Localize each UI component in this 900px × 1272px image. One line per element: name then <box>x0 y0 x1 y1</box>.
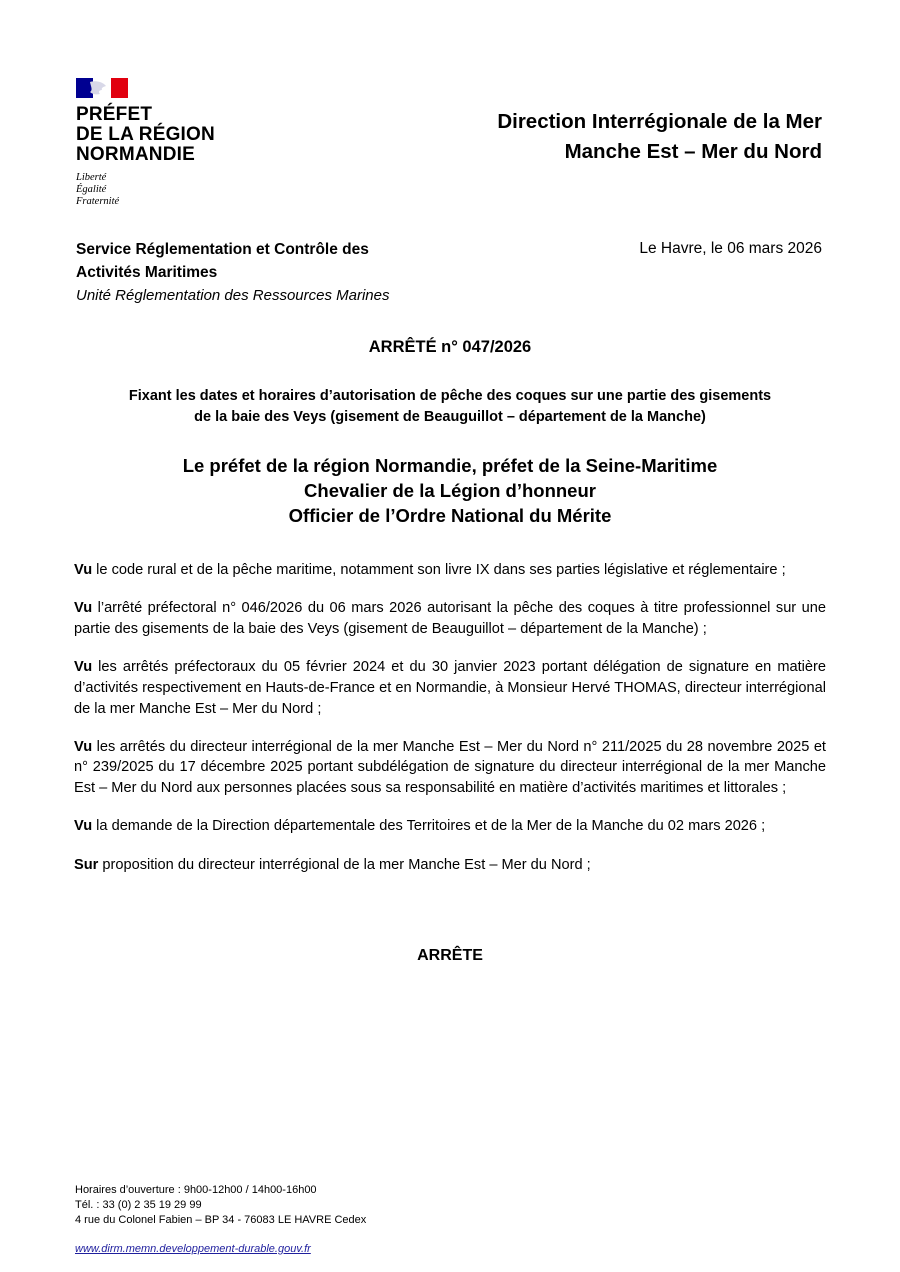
arrete-subtitle <box>0 386 900 428</box>
footer-phone: Tél. : 33 (0) 2 35 19 29 99 <box>75 1199 202 1211</box>
consideration-text: proposition du directeur interrégional de la mer Manche Est – Mer du Nord ; <box>98 856 591 873</box>
arrete-heading: ARRÊTE <box>417 947 483 964</box>
direction-line: Direction Interrégionale de la Mer <box>497 110 822 133</box>
service-block <box>76 238 389 307</box>
footer-address: 4 rue du Colonel Fabien – BP 34 - 76083 LE HAVRE Cedex <box>75 1214 367 1226</box>
marianne-flag-logo <box>76 78 128 98</box>
prefet-titles <box>0 453 900 528</box>
service-name-line: Service Réglementation et Contrôle des <box>76 241 369 258</box>
consideration-paragraph <box>74 855 826 876</box>
consideration-paragraph <box>74 560 826 581</box>
document-date: Le Havre, le 06 mars 2026 <box>639 240 822 257</box>
arrete-number: ARRÊTÉ n° 047/2026 <box>368 338 532 356</box>
consideration-paragraph <box>74 657 826 719</box>
direction-title <box>497 107 822 167</box>
consideration-text: la demande de la Direction départementale des Territoires et de la Mer de la Manche du 02 mars 2026 ; <box>92 818 766 835</box>
flag-red-band <box>111 78 128 98</box>
prefet-line: Le préfet de la région Normandie, préfet de la Seine-Maritime <box>182 455 718 476</box>
consideration-keyword: Vu <box>74 562 93 578</box>
service-name-line: Activités Maritimes <box>76 264 218 281</box>
consideration-text: le code rural et de la pêche maritime, notamment son livre IX dans ses parties législative et réglementaire ; <box>92 562 786 578</box>
republic-motto <box>76 172 119 206</box>
consideration-text: les arrêtés préfectoraux du 05 février 2024 et du 30 janvier 2023 portant délégation de signature en matière d’activités respectivement en Hauts-de-France et en Normandie, à Monsieur Hervé THOMAS, directeur interrégional de la mer Manche Est – Mer du Nord ; <box>74 659 826 717</box>
service-unit: Unité Réglementation des Ressources Marines <box>76 287 390 304</box>
consideration-text: l’arrêté préfectoral n° 046/2026 du 06 mars 2026 autorisant la pêche des coques à titre professionnel sur une partie des gisements de la baie des Veys (gisement de Beauguillot – département de la Manche) ; <box>74 600 826 637</box>
motto-line: Égalité <box>76 184 107 195</box>
consideration-paragraph <box>74 737 826 799</box>
prefecture-line: PRÉFET <box>76 104 153 125</box>
motto-line: Liberté <box>76 172 107 183</box>
prefecture-title <box>76 105 215 165</box>
consideration-paragraph <box>74 816 826 837</box>
prefet-line: Chevalier de la Légion d’honneur <box>304 480 596 501</box>
consideration-keyword: Vu <box>74 600 93 617</box>
direction-line: Manche Est – Mer du Nord <box>564 140 822 163</box>
consideration-keyword: Sur <box>74 856 99 873</box>
subtitle-line: Fixant les dates et horaires d’autorisation de pêche des coques sur une partie des gisements <box>128 388 772 404</box>
prefet-line: Officier de l’Ordre National du Mérite <box>288 505 612 526</box>
consideration-paragraph <box>74 598 826 639</box>
prefecture-line: DE LA RÉGION <box>76 124 215 145</box>
consideration-keyword: Vu <box>74 818 93 835</box>
consideration-text: les arrêtés du directeur interrégional de la mer Manche Est – Mer du Nord n° 211/2025 du 28 novembre 2025 et n° 239/2025 du 17 décembre 2025 portant subdélégation de signature du directeur interrégional de la mer Manche Est – Mer du Nord aux personnes placées sous sa responsabilité en matière d’activités maritimes et littorales ; <box>74 738 826 797</box>
footer <box>75 1183 366 1257</box>
considerations-list <box>74 560 826 893</box>
subtitle-line: de la baie des Veys (gisement de Beauguillot – département de la Manche) <box>194 409 706 425</box>
motto-line: Fraternité <box>76 196 120 206</box>
footer-website-link[interactable]: www.dirm.memn.developpement-durable.gouv.fr <box>75 1243 311 1255</box>
consideration-keyword: Vu <box>74 738 93 755</box>
footer-hours: Horaires d’ouverture : 9h00-12h00 / 14h00-16h00 <box>75 1184 317 1196</box>
flag-blue-band <box>76 78 93 98</box>
consideration-keyword: Vu <box>74 659 93 676</box>
prefecture-line: NORMANDIE <box>76 144 195 165</box>
